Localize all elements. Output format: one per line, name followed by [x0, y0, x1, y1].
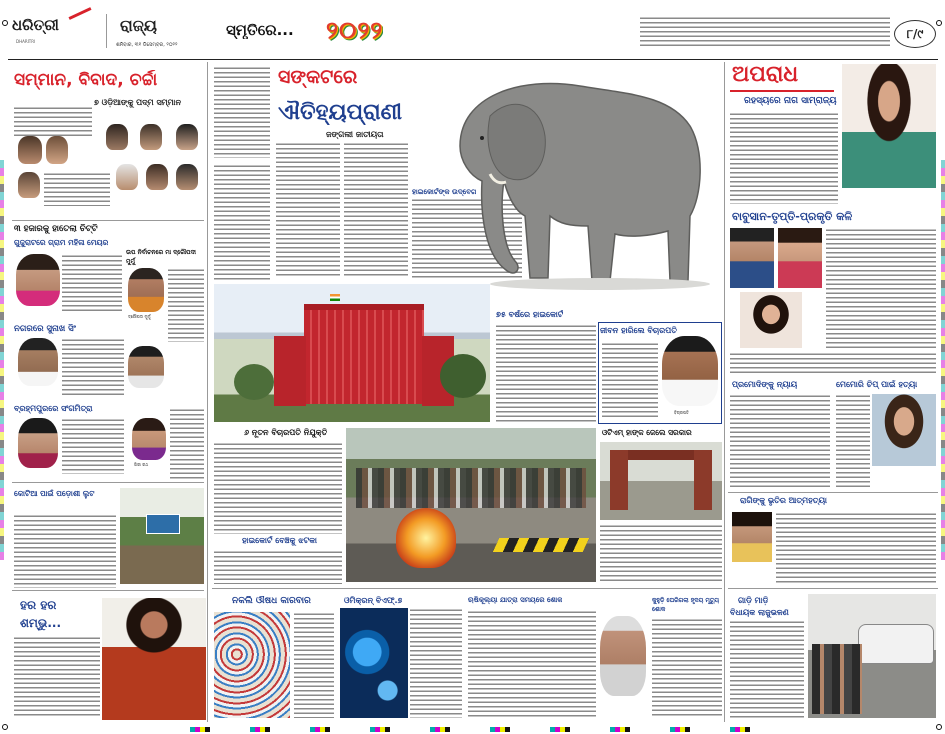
court-wing — [274, 336, 306, 406]
judge-caption: ବିଚାରପତି — [674, 410, 689, 415]
memory-body — [836, 394, 870, 490]
left-divider-1 — [12, 220, 204, 221]
pramod-body — [730, 394, 830, 490]
shambhu-title-2: ଶମ୍ଭୁ... — [20, 616, 62, 630]
shambhu-singer-photo — [102, 598, 206, 720]
logo-subtitle: DHARITRI — [16, 39, 36, 44]
new-judges-title: ୬ ନୂତନ ବିଚାରପତି ନିଯୁକ୍ତି — [244, 428, 328, 437]
awardee-notes — [44, 172, 110, 206]
registration-mark-bottom-right — [936, 724, 942, 730]
ground-shadow — [490, 278, 710, 290]
medicine-pills-photo — [214, 612, 290, 718]
registration-mark-bottom-left — [2, 724, 8, 730]
fire — [396, 508, 456, 568]
gadi-title-1: ଗାଡ଼ି ମାଡ଼ି — [738, 596, 769, 605]
memory-victim-photo — [872, 394, 936, 466]
babusan-body — [826, 228, 936, 348]
medicine-title: ନକଲି ଔଷଧ କାରବାର — [232, 596, 311, 606]
hawala-body — [62, 254, 122, 314]
gadi-title-2: ବିଧାୟକ ଲାଜୁଭଳଣ — [730, 608, 789, 617]
kotia-signboard-photo — [120, 488, 204, 584]
rushikulya-photo — [600, 616, 646, 696]
giri-body — [170, 408, 204, 480]
masthead — [8, 8, 938, 60]
hawala-subtitle: ଗୁଜୁରାଟରେ ଗ୍ରାମ ମହିଳା ମେୟର — [14, 238, 109, 247]
elephant-ear — [488, 104, 545, 179]
omicron-body — [410, 608, 462, 718]
column-rule-2 — [724, 62, 725, 722]
awardee-photo — [176, 124, 198, 150]
court-building — [304, 304, 424, 404]
people — [812, 644, 862, 714]
hc-weight-title: ହାଇକୋର୍ଟଙ୍କ ଉଦ୍‌ବେଗ — [412, 188, 477, 196]
kotia-title: କୋଟିଆ ପାଇଁ ପଡ଼ୋଶୀ ଲୁଟ — [14, 489, 95, 498]
elephant-body-col1 — [276, 142, 340, 278]
crime-title: ଅପରାଧ — [732, 62, 799, 87]
column-rule-1 — [207, 62, 208, 722]
dateline: ଶନିବାର, ୩୧ ଡିସେମ୍ବର, ୨୦୨୨ — [116, 42, 178, 48]
murmu-title: ଉପ ନିର୍ବାଚନରେ ମା ଦ୍ରୌପଦୀ ମୁର୍ମୁ — [126, 249, 196, 265]
logo-swoosh-icon — [68, 7, 91, 20]
elephant-illustration — [420, 56, 720, 296]
kotia-body — [14, 514, 116, 588]
babusan-title: ବାବୁସାନ-ତୃପ୍ତି-ପ୍ରକୃତି କଳି — [732, 210, 853, 223]
jail-body — [600, 524, 722, 584]
murmu-photo — [128, 268, 164, 312]
right-divider-1 — [728, 492, 938, 493]
elephant-body-col2 — [344, 142, 408, 278]
giri-photo — [132, 418, 166, 460]
masthead-promo-text — [640, 16, 890, 48]
awardee-photo — [176, 164, 198, 190]
murmu-body — [168, 268, 204, 342]
section-title: ରାଜ୍ୟ — [120, 16, 157, 35]
elephant-intro-col1 — [214, 66, 270, 158]
padma-photo-grid — [16, 112, 204, 208]
pramod-title: ପ୍ରମୋଦିଙ୍କୁ ନ୍ୟାୟ — [732, 380, 798, 389]
mla-title: ନଗରରେ ସୁନାଖ ସିଂ — [14, 324, 76, 334]
color-bar-right — [941, 160, 945, 560]
jail-gate-photo — [600, 442, 722, 520]
rushikulya-title: ଋଷିକୂଲ୍ୟା ଯାତ୍ରା ସମୟରେ ଶୋକ — [468, 596, 563, 604]
car — [858, 624, 934, 664]
hc-bench-body — [214, 550, 342, 584]
page-number-badge — [894, 20, 936, 48]
giri-caption: ଗିରୀ ରଥ — [134, 462, 149, 467]
rakhi-photo — [732, 512, 772, 562]
masthead-divider — [106, 14, 107, 48]
judge-body — [602, 342, 658, 420]
flag-icon — [330, 294, 340, 301]
mp-photo — [18, 418, 58, 468]
murmu-caption: ଦ୍ରୌପଦୀ ମୁର୍ମୁ — [128, 314, 151, 319]
awardee-photo — [116, 164, 138, 190]
mla-body — [62, 338, 124, 398]
awardee-photo — [106, 124, 128, 150]
crime-body — [730, 112, 838, 204]
banner-year-2022: ୨୦୨୨ — [326, 16, 384, 44]
shambhu-body — [14, 636, 100, 718]
protest-fire-photo — [346, 428, 596, 582]
awardee-photo — [46, 136, 68, 164]
mla-photo — [18, 338, 58, 386]
left-divider-2 — [12, 482, 204, 483]
left-divider-3 — [12, 590, 204, 591]
mayor-photo — [16, 254, 60, 306]
crime-subtitle: ରହସ୍ୟରେ ନାଗ ସାମ୍ରାଜ୍ୟ — [744, 96, 837, 106]
honor-title: ସମ୍ମାନ, ବିବାଦ, ଚର୍ଚ୍ଚା — [14, 70, 158, 90]
hc-bench-title: ହାଇକୋର୍ଟ ବେଞ୍ଚକୁ ଝଟକା — [242, 536, 317, 545]
babusan-photo — [730, 228, 774, 288]
mla2-photo — [128, 346, 164, 388]
pm-visit-title: କୁହୁଡ଼ି ଘେରିଗଲା ହୃଦୟ ମୃତ୍ୟୁ ଶୋକ — [652, 597, 720, 613]
road-stripes — [493, 538, 590, 552]
rakhi-title: ରାଗିଙ୍କୁ ଭୃତିର ଆତ୍ମହତ୍ୟା — [740, 496, 827, 505]
page-number: ୮/୯ — [906, 26, 924, 41]
prakruti-photo — [740, 292, 802, 348]
elephant-title-1: ସଙ୍କଟରେ — [278, 66, 358, 88]
elephant-subtitle: ଜଙ୍ଗଲୀ ଜାତୀୟତା — [326, 130, 384, 139]
rushikulya-body — [468, 610, 596, 718]
gate-pillar — [610, 450, 628, 510]
shambhu-title-1: ହର ହର — [20, 598, 57, 612]
elephant-title-2: ଐତିହ୍ୟପ୍ରାଣୀ — [278, 100, 403, 125]
right-divider-2 — [728, 588, 938, 589]
signboard — [146, 514, 180, 534]
tree — [440, 354, 486, 398]
gate-arch — [628, 450, 694, 460]
logo: ଧରିତ୍ରୀ — [12, 16, 59, 34]
babusan-body-2 — [730, 352, 936, 376]
awardee-photo — [140, 124, 162, 150]
crime-woman-photo — [842, 64, 936, 188]
kendrapada-title: ବ୍ରହ୍ମପୁରରେ ସଂଗମିତ୍ରା — [14, 404, 93, 413]
trupti-photo — [778, 228, 822, 288]
gadi-body — [730, 620, 804, 718]
hc-75-body — [496, 324, 596, 422]
car-crowd-photo — [808, 594, 936, 718]
center-bottom-divider — [212, 588, 722, 589]
memory-title: ମେମୋରି ଚିପ୍ ପାଇଁ ହତ୍ୟା — [836, 380, 918, 389]
color-bar-left — [0, 160, 4, 560]
awardee-photo — [146, 164, 168, 190]
pm-visit-body — [652, 618, 722, 718]
judge-photo — [662, 336, 718, 406]
omicron-title: ଓମିକ୍ରନ୍ ବିଏଫ୍.୭ — [344, 596, 403, 605]
kendrapada-body — [62, 418, 124, 474]
rakhi-body — [776, 512, 936, 584]
banner-smrutire: ସ୍ମୃତିରେ... — [226, 21, 294, 39]
high-court-building-photo — [214, 284, 490, 422]
awardee-photo — [18, 136, 42, 164]
crowd — [356, 468, 586, 508]
gate-pillar — [694, 450, 712, 510]
medicine-body — [294, 612, 334, 718]
elephant-eye — [480, 136, 484, 140]
color-swatches-bottom — [190, 727, 750, 732]
virus-illustration — [340, 608, 408, 718]
hawala-title: ୩ ହଜାରକୁ ହାତେଲା ଚିଟ୍ଟି — [14, 224, 98, 234]
tree — [234, 364, 274, 400]
new-judges-body — [214, 442, 342, 534]
hc-75-title: ୭୫ ବର୍ଷରେ ହାଇକୋର୍ଟ — [496, 310, 564, 319]
honor-subtitle: ୭ ଓଡ଼ିଆଙ୍କୁ ପଦ୍ମ ସମ୍ମାନ — [94, 98, 181, 107]
awardee-photo — [18, 172, 40, 198]
jail-title: ଓଟିଏମ୍ ହାଙ୍କ ଜେଲେ ସରକାର — [602, 428, 692, 437]
judge-title: ଜୀବନ ହାରିଲେ ବିଚାରପତି — [600, 326, 677, 335]
elephant-intro-col2 — [214, 164, 270, 280]
